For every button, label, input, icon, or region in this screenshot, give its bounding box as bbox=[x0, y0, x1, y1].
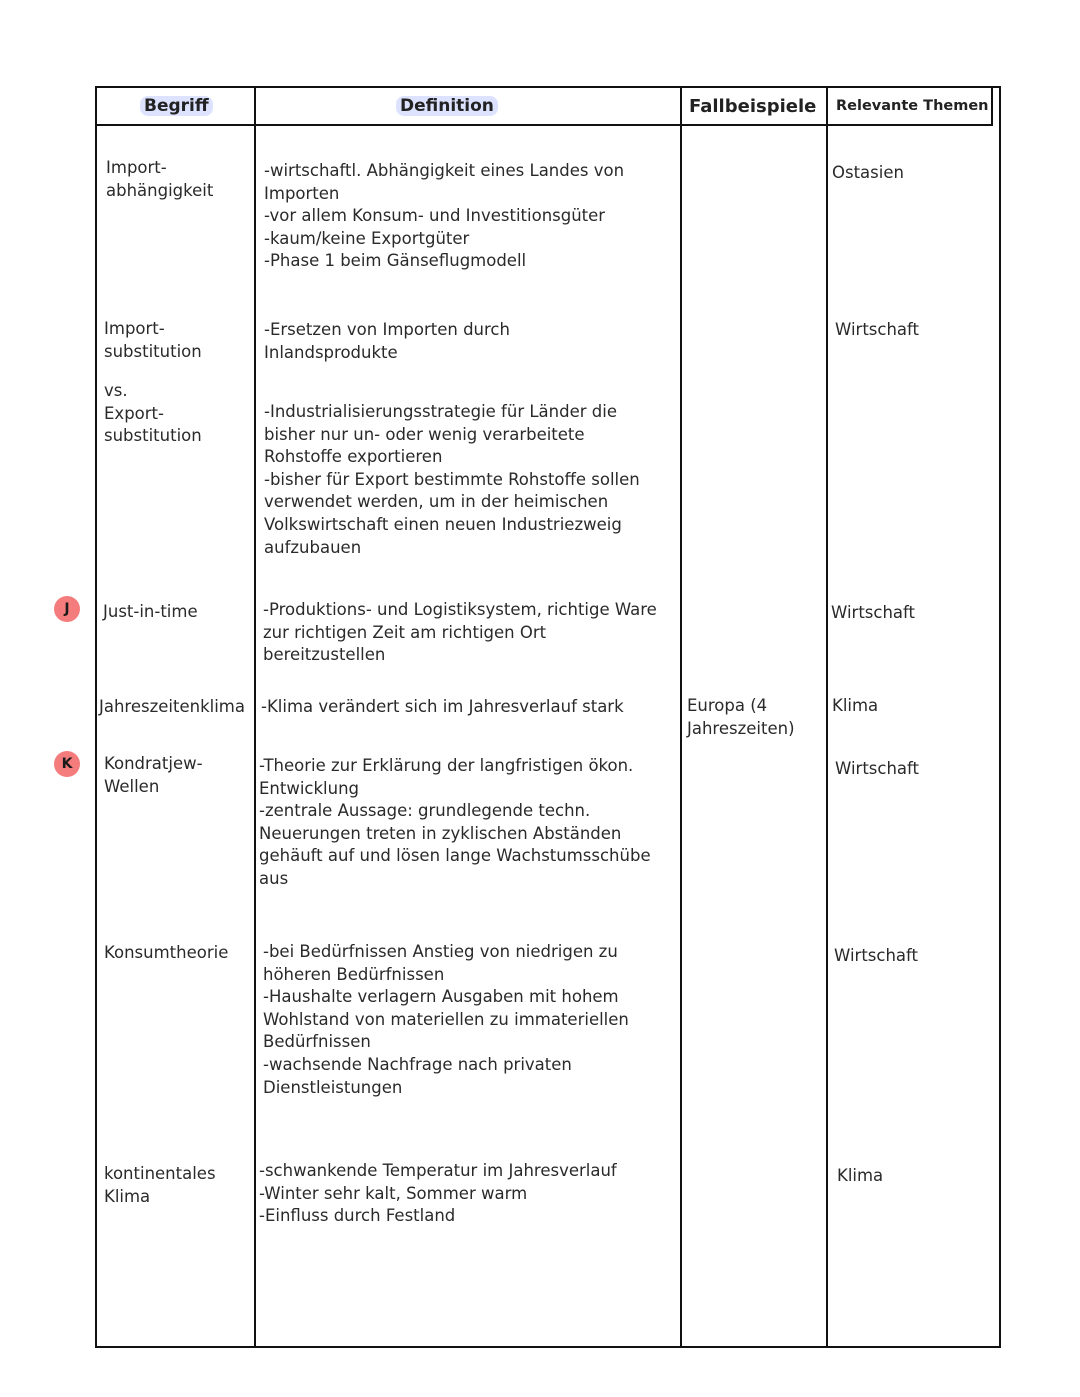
topic-cell: Wirtschaft bbox=[831, 603, 916, 622]
definition-cell: -Industrialisierungsstrategie für Länder die bisher nur un- oder wenig verarbeitete Rohstoffe exportieren -bisher für Export bestimmte Rohstoffe sollen verwendet werden, um in der heimischen Volkswirtschaft einen neuen Industriezweig aufzubauen bbox=[264, 402, 640, 557]
header-edge bbox=[991, 86, 993, 126]
header-fallbeispiele: Fallbeispiele bbox=[689, 96, 817, 117]
definition-cell: -Theorie zur Erklärung der langfristigen ökon. Entwicklung -zentrale Aussage: grundlegende techn. Neuerungen treten in zyklischen Abständen gehäuft auf und lösen lange Wachstumsschübe aus bbox=[259, 756, 651, 888]
topic-cell: Wirtschaft bbox=[835, 320, 920, 339]
term-cell: Konsumtheorie bbox=[104, 943, 229, 962]
term-cell: Jahreszeitenklima bbox=[99, 697, 245, 716]
term-cell: kontinentales Klima bbox=[104, 1164, 216, 1206]
header-divider bbox=[95, 124, 993, 126]
letter-badge-j: J bbox=[54, 596, 80, 622]
topic-cell: Wirtschaft bbox=[834, 946, 919, 965]
topic-cell: Klima bbox=[837, 1166, 884, 1185]
topic-cell: Ostasien bbox=[832, 163, 904, 182]
definition-cell: -Ersetzen von Importen durch Inlandsprodukte bbox=[264, 320, 510, 362]
header-definition: Definition bbox=[396, 96, 498, 116]
example-cell: Europa (4 Jahreszeiten) bbox=[687, 696, 795, 738]
term-cell: Just-in-time bbox=[103, 602, 198, 621]
topic-cell: Klima bbox=[832, 696, 879, 715]
column-divider bbox=[254, 86, 256, 1348]
letter-badge-k: K bbox=[54, 751, 80, 777]
term-cell: Import- substitution bbox=[104, 319, 202, 361]
definition-cell: -bei Bedürfnissen Anstieg von niedrigen zu höheren Bedürfnissen -Haushalte verlagern Ausgaben mit hohem Wohlstand von materiellen zu immateriellen Bedürfnissen -wachsende Nachfrage nach privaten Dienstleistungen bbox=[263, 942, 629, 1097]
term-cell: vs. Export- substitution bbox=[104, 381, 202, 446]
definition-cell: -Produktions- und Logistiksystem, richtige Ware zur richtigen Zeit am richtigen Ort bereitzustellen bbox=[263, 600, 657, 665]
header-begriff: Begriff bbox=[140, 96, 213, 116]
term-cell: Import- abhängigkeit bbox=[106, 158, 214, 200]
column-divider bbox=[680, 86, 682, 1348]
header-relevante-themen: Relevante Themen bbox=[836, 98, 989, 114]
column-divider bbox=[826, 86, 828, 1348]
definition-cell: -Klima verändert sich im Jahresverlauf stark bbox=[261, 697, 624, 716]
definition-cell: -schwankende Temperatur im Jahresverlauf -Winter sehr kalt, Sommer warm -Einfluss durch Festland bbox=[259, 1161, 617, 1226]
definition-cell: -wirtschaftl. Abhängigkeit eines Landes von Importen -vor allem Konsum- und Investitionsgüter -kaum/keine Exportgüter -Phase 1 beim Gänseflugmodell bbox=[264, 161, 625, 271]
term-cell: Kondratjew- Wellen bbox=[104, 754, 203, 796]
topic-cell: Wirtschaft bbox=[835, 759, 920, 778]
